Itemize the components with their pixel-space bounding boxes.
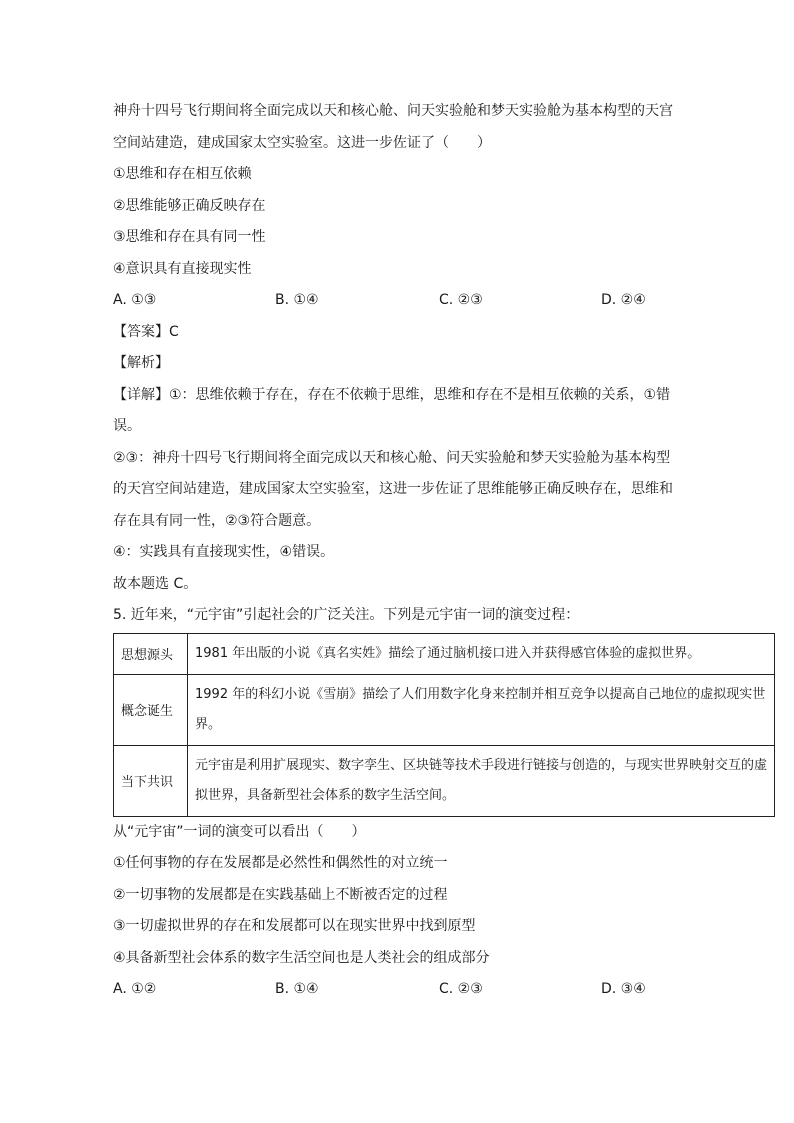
q5-option-a: A. ①②	[113, 981, 157, 997]
q4-answer: 【答案】C	[113, 323, 179, 340]
table-row-label: 当下共识	[114, 745, 188, 816]
q5-statement-4: ④具备新型社会体系的数字生活空间也是人类社会的组成部分	[113, 949, 490, 966]
q5-statement-3: ③一切虚拟世界的存在和发展都可以在现实世界中找到原型	[113, 918, 476, 934]
q4-detail-line1: 【详解】①：思维依赖于存在，存在不依赖于思维，思维和存在不是相互依赖的关系，①错	[113, 386, 671, 403]
q4-statement-2: ②思维能够正确反映存在	[113, 197, 266, 214]
table-row-content: 1992 年的科幻小说《雪崩》描绘了人们用数字化身来控制并相互竞争以提高自己地位的虚拟现实世界。	[188, 674, 775, 745]
table-row	[114, 674, 775, 745]
q4-statement-4: ④意识具有直接现实性	[113, 260, 252, 277]
table-row	[114, 745, 775, 816]
table-row	[114, 633, 775, 674]
q4-detail-line4: 的天宫空间站建造，建成国家太空实验室，这进一步佐证了思维能够正确反映存在，思维和	[113, 481, 673, 497]
q4-options	[113, 285, 775, 317]
q5-option-d: D. ③④	[601, 981, 646, 997]
q4-statement-3: ③思维和存在具有同一性	[113, 229, 266, 245]
q5-statement-2: ②一切事物的发展都是在实践基础上不断被否定的过程	[113, 886, 448, 903]
q5-options	[113, 974, 775, 1006]
table-row-label: 思想源头	[114, 633, 188, 674]
q4-detail-line2: 误。	[113, 418, 141, 434]
q4-stem-line1: 神舟十四号飞行期间将全面完成以天和核心舱、问天实验舱和梦天实验舱为基本构型的天宫	[113, 103, 673, 119]
q5-option-c: C. ②③	[439, 981, 483, 997]
q4-option-c: C. ②③	[439, 292, 483, 308]
q4-option-b: B. ①④	[275, 292, 319, 308]
q4-option-d: D. ②④	[601, 292, 646, 308]
q4-statement-1: ①思维和存在相互依赖	[113, 166, 252, 182]
q4-detail-line5: 存在具有同一性，②③符合题意。	[113, 512, 321, 529]
q5-option-b: B. ①④	[275, 981, 319, 997]
q5-statement-1: ①任何事物的存在发展都是必然性和偶然性的对立统一	[113, 855, 448, 871]
q4-conclusion: 故本题选 C。	[113, 575, 198, 592]
q4-analysis-title: 【解析】	[113, 355, 169, 371]
document-page	[113, 96, 775, 1006]
table-row-content: 元宇宙是利用扩展现实、数字孪生、区块链等技术手段进行链接与创造的，与现实世界映射交互的虚拟世界，具备新型社会体系的数字生活空间。	[188, 745, 775, 816]
table-row-label: 概念诞生	[114, 674, 188, 745]
q4-detail-line3: ②③：神舟十四号飞行期间将全面完成以天和核心舱、问天实验舱和梦天实验舱为基本构型	[113, 449, 671, 466]
table-row-content: 1981 年出版的小说《真名实姓》描绘了通过脑机接口进入并获得感官体验的虚拟世界。	[188, 633, 775, 674]
q4-detail-line6: ④：实践具有直接现实性，④错误。	[113, 544, 335, 560]
evolution-table	[113, 633, 775, 817]
q4-option-a: A. ①③	[113, 292, 157, 308]
q5-stem: 5. 近年来，“元宇宙”引起社会的广泛关注。下列是元宇宙一词的演变过程：	[113, 607, 580, 623]
q4-stem-line2: 空间站建造，建成国家太空实验室。这进一步佐证了（ ）	[113, 134, 491, 151]
q5-question: 从“元宇宙”一词的演变可以看出（ ）	[113, 823, 366, 840]
